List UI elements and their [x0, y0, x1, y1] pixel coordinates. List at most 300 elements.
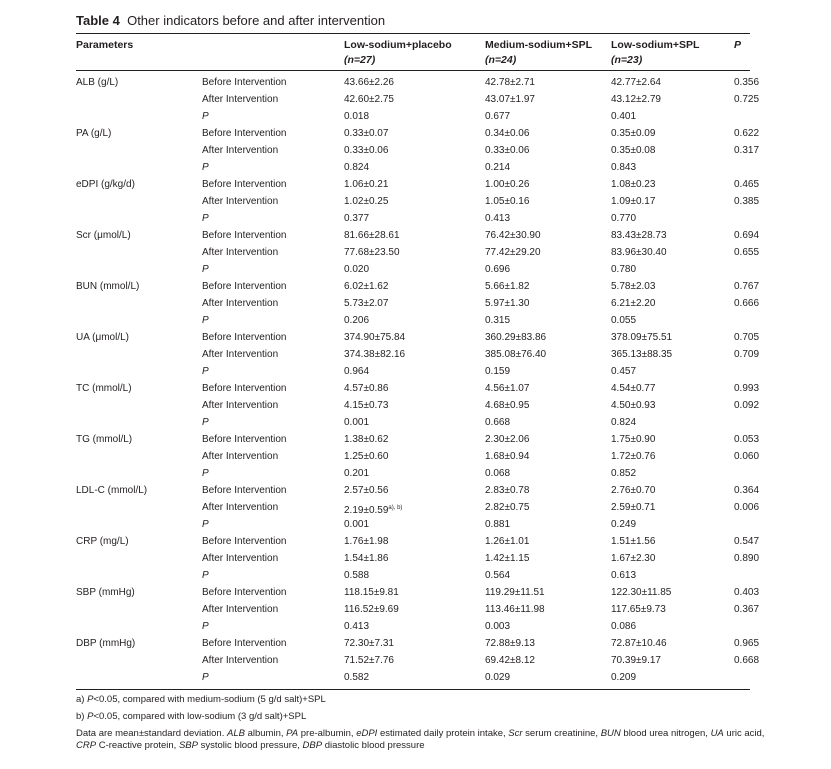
cell-text: 1.26±1.01 [485, 536, 530, 547]
value-cell [485, 604, 545, 616]
value-cell [344, 417, 369, 429]
row-label-p: P [202, 519, 209, 530]
cell-text: 70.39±9.17 [611, 655, 661, 666]
row-label-after: After Intervention [202, 349, 279, 360]
value-cell [611, 332, 672, 344]
value-cell [344, 162, 369, 174]
value-cell [485, 77, 535, 89]
value-cell [485, 162, 510, 174]
cell-text: 77.42±29.20 [485, 247, 541, 258]
value-cell [485, 621, 510, 633]
cell-text: 2.76±0.70 [611, 485, 656, 496]
value-cell [485, 247, 541, 259]
value-cell [611, 519, 636, 531]
cell-text: 1.68±0.94 [485, 451, 530, 462]
cell-text: 71.52±7.76 [344, 655, 394, 666]
cell-text: 1.42±1.15 [485, 553, 530, 564]
row-label-before: Before Intervention [202, 128, 287, 139]
cell-text: 0.33±0.06 [344, 145, 389, 156]
value-cell [344, 264, 369, 276]
header-col3-n: (n=23) [611, 54, 643, 66]
row-label-p: P [202, 213, 209, 224]
row-label-before: Before Intervention [202, 77, 287, 88]
value-cell [485, 264, 510, 276]
value-cell [344, 230, 400, 242]
parameter-label: TC (mmol/L) [76, 383, 132, 394]
value-cell [485, 587, 545, 599]
cell-text: 118.15±9.81 [344, 587, 399, 598]
header-col3-name: Low-sodium+SPL [611, 39, 700, 51]
row-label-p: P [202, 468, 209, 479]
value-cell [611, 162, 636, 174]
cell-text: 0.780 [611, 264, 637, 275]
p-value-cell [734, 553, 759, 565]
cell-text: 72.88±9.13 [485, 638, 535, 649]
value-cell [344, 298, 388, 310]
p-value-cell [734, 451, 759, 463]
value-cell [485, 536, 529, 548]
cell-text: 0.881 [485, 519, 511, 530]
cell-text: 77.68±23.50 [344, 247, 400, 258]
cell-text: 365.13±88.35 [611, 349, 673, 360]
cell-text: 0.965 [734, 638, 760, 649]
cell-text: 0.053 [734, 434, 760, 445]
value-cell [344, 553, 388, 565]
value-cell [485, 366, 510, 378]
value-cell [344, 332, 405, 344]
row-label-after: After Intervention [202, 400, 279, 411]
value-cell [485, 298, 529, 310]
p-value-cell [734, 383, 759, 395]
p-value-cell [734, 655, 759, 667]
cell-text: 2.19±0.59 [344, 505, 389, 516]
header-col2 [485, 38, 592, 68]
value-cell [344, 570, 369, 582]
header-col2-n: (n=24) [485, 54, 517, 66]
top-rule [76, 33, 750, 34]
value-cell [344, 536, 388, 548]
value-cell [485, 128, 529, 140]
cell-text: 2.30±2.06 [485, 434, 530, 445]
value-cell [611, 536, 655, 548]
footnote-abbrev-2: CRP C-reactive protein, SBP systolic blood pressure, DBP diastolic blood pressure [76, 740, 425, 751]
cell-text: 0.655 [734, 247, 760, 258]
cell-text: 0.209 [611, 672, 637, 683]
cell-text: 5.97±1.30 [485, 298, 530, 309]
parameter-label: CRP (mg/L) [76, 536, 129, 547]
cell-text: 0.613 [611, 570, 637, 581]
row-label-after: After Intervention [202, 655, 279, 666]
row-label-p: P [202, 366, 209, 377]
cell-text: 0.001 [344, 519, 370, 530]
value-cell [611, 417, 636, 429]
value-cell [611, 247, 667, 259]
p-value-cell [734, 332, 759, 344]
cell-text: 0.029 [485, 672, 511, 683]
value-cell [611, 111, 636, 123]
value-cell [344, 247, 400, 259]
value-cell [611, 587, 671, 599]
value-cell [344, 400, 388, 412]
p-value-cell [734, 145, 759, 157]
cell-text: 0.843 [611, 162, 637, 173]
value-cell [344, 604, 399, 616]
footnote-a: a) P<0.05, compared with medium-sodium (5 g/d salt)+SPL [76, 694, 326, 705]
p-value-cell [734, 128, 759, 140]
header-col3 [611, 38, 699, 68]
cell-text: 0.696 [485, 264, 511, 275]
p-value-cell [734, 281, 759, 293]
row-label-after: After Intervention [202, 553, 279, 564]
cell-text: 0.249 [611, 519, 637, 530]
header-col1-name: Low-sodium+placebo [344, 39, 452, 51]
parameter-label: PA (g/L) [76, 128, 112, 139]
value-cell [611, 77, 661, 89]
value-cell [344, 213, 369, 225]
row-label-before: Before Intervention [202, 281, 287, 292]
cell-text: 2.59±0.71 [611, 502, 656, 513]
parameter-label: eDPI (g/kg/d) [76, 179, 135, 190]
row-label-before: Before Intervention [202, 434, 287, 445]
value-cell [611, 638, 667, 650]
value-cell [485, 230, 541, 242]
value-cell [344, 111, 369, 123]
p-value-cell [734, 196, 759, 208]
cell-text: 0.677 [485, 111, 511, 122]
value-cell [611, 502, 655, 514]
cell-text: 0.068 [485, 468, 511, 479]
cell-text: 117.65±9.73 [611, 604, 666, 615]
cell-text: 0.964 [344, 366, 370, 377]
row-label-before: Before Intervention [202, 383, 287, 394]
cell-text: 1.02±0.25 [344, 196, 389, 207]
cell-text: 1.06±0.21 [344, 179, 389, 190]
value-cell [344, 145, 388, 157]
cell-text: 0.824 [611, 417, 637, 428]
cell-text: 0.356 [734, 77, 760, 88]
value-cell [344, 349, 405, 361]
row-label-before: Before Intervention [202, 332, 287, 343]
cell-text: 1.00±0.26 [485, 179, 530, 190]
value-cell [611, 230, 667, 242]
cell-text: 1.05±0.16 [485, 196, 530, 207]
cell-text: 0.33±0.06 [485, 145, 530, 156]
cell-text: 1.38±0.62 [344, 434, 389, 445]
cell-text: 0.018 [344, 111, 370, 122]
p-value-cell [734, 485, 759, 497]
value-cell [344, 315, 369, 327]
value-cell [611, 213, 636, 225]
cell-text: 1.09±0.17 [611, 196, 656, 207]
value-cell [344, 94, 394, 106]
cell-text: 0.547 [734, 536, 760, 547]
cell-text: 0.055 [611, 315, 637, 326]
footnote-b: b) P<0.05, compared with low-sodium (3 g/d salt)+SPL [76, 711, 307, 722]
value-cell [344, 502, 402, 517]
value-cell [485, 451, 529, 463]
cell-text: 1.67±2.30 [611, 553, 656, 564]
cell-text: 0.993 [734, 383, 760, 394]
value-cell [344, 451, 388, 463]
cell-text: 0.159 [485, 366, 511, 377]
cell-text: 0.206 [344, 315, 370, 326]
value-cell [611, 145, 655, 157]
cell-text: 0.377 [344, 213, 370, 224]
value-cell [344, 621, 369, 633]
row-label-before: Before Intervention [202, 638, 287, 649]
value-cell [485, 332, 546, 344]
value-cell [485, 145, 529, 157]
cell-text: 83.43±28.73 [611, 230, 667, 241]
value-cell [344, 366, 369, 378]
value-cell [611, 485, 655, 497]
cell-text: 0.086 [611, 621, 637, 632]
row-label-after: After Intervention [202, 298, 279, 309]
cell-text: 113.46±11.98 [485, 604, 545, 615]
value-cell [611, 366, 636, 378]
cell-text: 0.582 [344, 672, 370, 683]
cell-text: 72.30±7.31 [344, 638, 394, 649]
bottom-rule [76, 689, 750, 690]
cell-text: 4.50±0.93 [611, 400, 656, 411]
p-value-cell [734, 77, 759, 89]
cell-text: 76.42±30.90 [485, 230, 541, 241]
value-cell [611, 179, 655, 191]
cell-text: 374.90±75.84 [344, 332, 406, 343]
cell-text: 0.668 [485, 417, 511, 428]
cell-text: 0.824 [344, 162, 370, 173]
cell-text: 43.07±1.97 [485, 94, 535, 105]
cell-text: 0.401 [611, 111, 637, 122]
value-cell [611, 570, 636, 582]
value-cell [485, 655, 535, 667]
p-value-cell [734, 179, 759, 191]
value-cell [611, 604, 666, 616]
parameter-label: Scr (μmol/L) [76, 230, 131, 241]
p-value-cell [734, 536, 759, 548]
value-cell [344, 281, 388, 293]
value-cell [344, 179, 388, 191]
cell-text: 81.66±28.61 [344, 230, 400, 241]
row-label-before: Before Intervention [202, 587, 287, 598]
p-value-cell [734, 230, 759, 242]
row-label-after: After Intervention [202, 196, 279, 207]
parameter-label: DBP (mmHg) [76, 638, 136, 649]
cell-text: 5.78±2.03 [611, 281, 656, 292]
row-label-after: After Intervention [202, 247, 279, 258]
cell-text: 43.12±2.79 [611, 94, 661, 105]
value-cell [485, 672, 510, 684]
row-label-after: After Intervention [202, 604, 279, 615]
value-cell [485, 213, 510, 225]
cell-text: 0.34±0.06 [485, 128, 530, 139]
cell-text: 0.588 [344, 570, 370, 581]
cell-text: 116.52±9.69 [344, 604, 399, 615]
parameter-label: UA (μmol/L) [76, 332, 129, 343]
parameter-label: LDL-C (mmol/L) [76, 485, 148, 496]
cell-text: 0.020 [344, 264, 370, 275]
value-cell [611, 672, 636, 684]
cell-text: 42.77±2.64 [611, 77, 661, 88]
value-cell [344, 77, 394, 89]
parameter-label: TG (mmol/L) [76, 434, 133, 445]
cell-text: 2.82±0.75 [485, 502, 530, 513]
value-cell [611, 468, 636, 480]
value-cell [344, 672, 369, 684]
cell-text: 0.457 [611, 366, 637, 377]
cell-text: 0.35±0.09 [611, 128, 656, 139]
value-cell [485, 94, 535, 106]
table-title: Other indicators before and after intervention [127, 13, 386, 28]
cell-text: 0.317 [734, 145, 760, 156]
cell-text: 0.564 [485, 570, 511, 581]
cell-text: 42.60±2.75 [344, 94, 394, 105]
row-label-p: P [202, 162, 209, 173]
cell-text: 4.15±0.73 [344, 400, 389, 411]
value-cell [344, 485, 388, 497]
cell-text: 0.33±0.07 [344, 128, 389, 139]
row-label-after: After Intervention [202, 502, 279, 513]
cell-text: 1.72±0.76 [611, 451, 656, 462]
header-p: P [734, 39, 742, 51]
cell-text: 374.38±82.16 [344, 349, 406, 360]
value-cell [611, 128, 655, 140]
value-cell [344, 434, 388, 446]
cell-text: 72.87±10.46 [611, 638, 667, 649]
value-cell [611, 400, 655, 412]
cell-text: 6.02±1.62 [344, 281, 389, 292]
cell-text: 0.003 [485, 621, 511, 632]
cell-text: 83.96±30.40 [611, 247, 667, 258]
header-col1 [344, 38, 452, 68]
row-label-after: After Intervention [202, 145, 279, 156]
row-label-p: P [202, 315, 209, 326]
cell-text: 4.54±0.77 [611, 383, 656, 394]
value-cell [485, 519, 510, 531]
cell-text: 122.30±11.85 [611, 587, 672, 598]
p-value-cell [734, 94, 759, 106]
p-value-cell [734, 638, 759, 650]
cell-text: 4.68±0.95 [485, 400, 530, 411]
cell-text: 0.709 [734, 349, 760, 360]
cell-text: 0.668 [734, 655, 760, 666]
p-value-cell [734, 434, 759, 446]
p-value-cell [734, 247, 759, 259]
value-cell [344, 519, 369, 531]
cell-text: 4.57±0.86 [344, 383, 389, 394]
row-label-p: P [202, 264, 209, 275]
value-cell [485, 502, 529, 514]
cell-text: 0.385 [734, 196, 760, 207]
row-label-before: Before Intervention [202, 230, 287, 241]
value-cell [485, 485, 529, 497]
value-cell [611, 281, 655, 293]
row-label-before: Before Intervention [202, 485, 287, 496]
row-label-p: P [202, 417, 209, 428]
row-label-p: P [202, 570, 209, 581]
cell-text: 1.54±1.86 [344, 553, 389, 564]
parameter-label: SBP (mmHg) [76, 587, 135, 598]
cell-text: 0.35±0.08 [611, 145, 656, 156]
row-label-p: P [202, 111, 209, 122]
value-cell [485, 383, 529, 395]
value-cell [611, 553, 655, 565]
cell-text: 5.73±2.07 [344, 298, 389, 309]
cell-text: 0.694 [734, 230, 760, 241]
value-cell [485, 111, 510, 123]
cell-text: 0.001 [344, 417, 370, 428]
cell-text: 0.852 [611, 468, 637, 479]
cell-text: 0.403 [734, 587, 760, 598]
cell-text: 2.83±0.78 [485, 485, 530, 496]
value-cell [485, 553, 529, 565]
header-rule [76, 70, 750, 71]
row-label-after: After Intervention [202, 94, 279, 105]
cell-text: 0.413 [344, 621, 370, 632]
cell-text: 1.25±0.60 [344, 451, 389, 462]
cell-text: 0.725 [734, 94, 760, 105]
header-col2-name: Medium-sodium+SPL [485, 39, 593, 51]
value-cell [344, 196, 388, 208]
value-cell [611, 621, 636, 633]
value-cell [485, 315, 510, 327]
cell-text: 1.08±0.23 [611, 179, 656, 190]
parameter-label: ALB (g/L) [76, 77, 119, 88]
cell-text: 0.315 [485, 315, 511, 326]
cell-text: 0.364 [734, 485, 760, 496]
row-label-before: Before Intervention [202, 536, 287, 547]
value-cell [485, 570, 510, 582]
value-cell [611, 383, 655, 395]
cell-text: 0.060 [734, 451, 760, 462]
value-cell [344, 468, 369, 480]
cell-text: 1.76±1.98 [344, 536, 389, 547]
value-cell [344, 655, 394, 667]
p-value-cell [734, 502, 759, 514]
value-cell [611, 298, 655, 310]
cell-text: 0.705 [734, 332, 760, 343]
value-cell [344, 383, 388, 395]
value-cell [485, 196, 529, 208]
cell-text: 42.78±2.71 [485, 77, 535, 88]
cell-text: 360.29±83.86 [485, 332, 547, 343]
value-cell [611, 264, 636, 276]
p-value-cell [734, 298, 759, 310]
value-cell [485, 468, 510, 480]
value-cell [485, 638, 535, 650]
row-label-after: After Intervention [202, 451, 279, 462]
cell-text: 0.092 [734, 400, 760, 411]
cell-text: 0.890 [734, 553, 760, 564]
value-cell [344, 638, 394, 650]
value-cell [611, 196, 655, 208]
value-cell [485, 179, 529, 191]
value-cell [611, 451, 655, 463]
cell-text: 4.56±1.07 [485, 383, 530, 394]
p-value-cell [734, 604, 759, 616]
cell-text: 5.66±1.82 [485, 281, 530, 292]
significance-note: a), b) [388, 505, 403, 511]
parameter-label: BUN (mmol/L) [76, 281, 140, 292]
cell-text: 69.42±8.12 [485, 655, 535, 666]
row-label-before: Before Intervention [202, 179, 287, 190]
header-col1-n: (n=27) [344, 54, 376, 66]
table-caption [76, 13, 385, 28]
value-cell [611, 434, 655, 446]
cell-text: 0.666 [734, 298, 760, 309]
cell-text: 0.622 [734, 128, 760, 139]
cell-text: 0.465 [734, 179, 760, 190]
